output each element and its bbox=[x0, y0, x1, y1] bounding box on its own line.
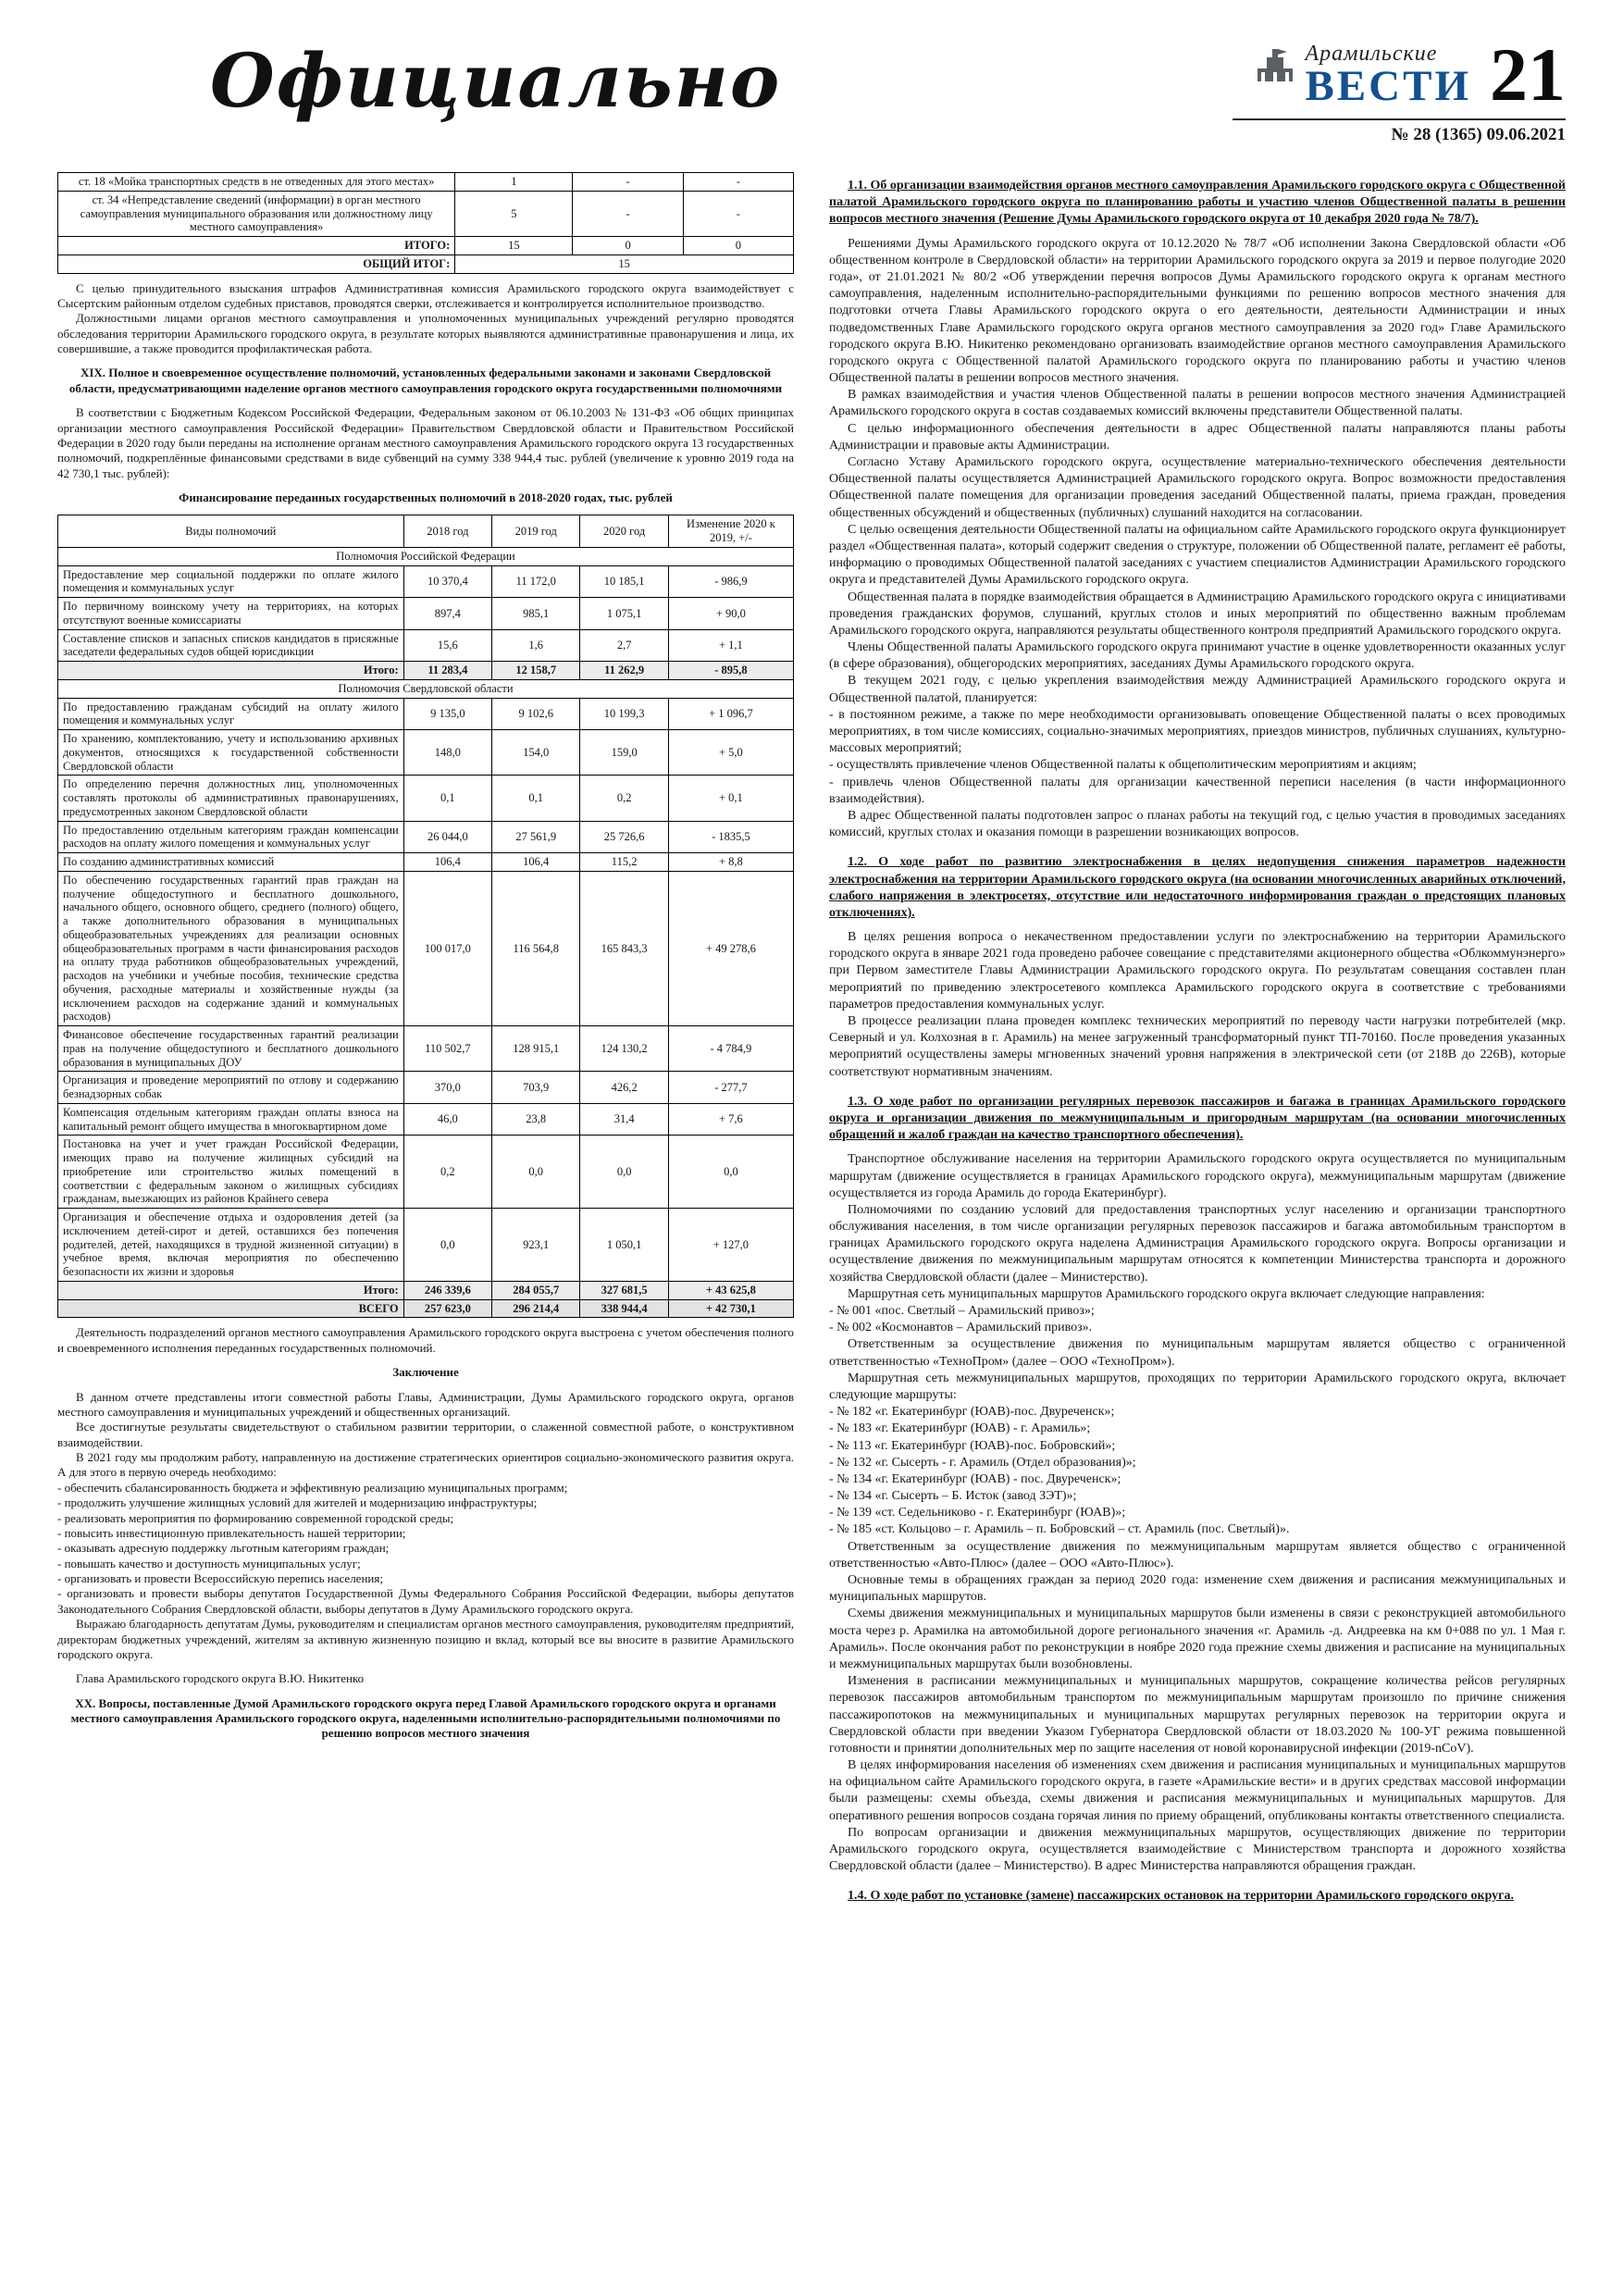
table-cell: 12 158,7 bbox=[492, 662, 580, 680]
paragraph: В адрес Общественной палаты подготовлен запрос о планах работы на текущий год, с целью участия в проводимых заседаниях комиссий, круглых столах и оказания помощи в разрешении возникающих вопросов. bbox=[829, 808, 1566, 840]
table-cell: - bbox=[683, 173, 793, 192]
left-column bbox=[57, 165, 794, 1913]
list-item: - № 139 «ст. Седельниково - г. Екатеринбург (ЮАВ)»; bbox=[829, 1506, 1126, 1520]
table-cell: - 986,9 bbox=[668, 565, 793, 598]
paragraph: Транспортное обслуживание населения на территории Арамильского городского округа осуществляется по муниципальным маршрутам (движение осуществляется в границах Арамильского городского округа), межмуниципальным маршрутам (движение осуществляется из города Арамиль до города Екатеринбург). bbox=[829, 1152, 1566, 1200]
table-cell: По определению перечня должностных лиц, уполномоченных составлять протоколы об административных правонарушениях, предусмотренных законом Свердловской области bbox=[58, 776, 404, 821]
table-cell: 0,1 bbox=[403, 776, 491, 821]
table-cell: + 1,1 bbox=[668, 629, 793, 662]
table-cell: + 7,6 bbox=[668, 1103, 793, 1136]
table-cell: 15 bbox=[455, 237, 573, 255]
table-cell: + 8,8 bbox=[668, 853, 793, 872]
table-cell: Итого: bbox=[58, 1281, 404, 1299]
paragraph: Ответственным за осуществление движения по межмуниципальным маршрутам является общество с ограниченной ответственностью «Авто-Плюс» (далее – ООО «Авто-Плюс»). bbox=[829, 1539, 1566, 1570]
table-row bbox=[58, 871, 794, 1025]
paragraph: Схемы движения межмуниципальных и муниципальных маршрутов были изменены в связи с реконструкцией автомобильного моста через р. Арамилка на автомобильной дороге регионального значения «г. Арамиль -д. Андреевка на км 0+088 по ул. 1 Мая г. Арамиль». После окончания работ по реконструкции в ноябре 2020 года прежние схемы движения и расписание на муниципальных и межмуниципальных маршрутах были возобновлены. bbox=[829, 1607, 1566, 1671]
table-cell: 0 bbox=[683, 237, 793, 255]
table-cell: ВСЕГО bbox=[58, 1299, 404, 1318]
column-header: Виды полномочий bbox=[58, 515, 404, 548]
question-heading: 1.2. О ходе работ по развитию электроснабжения в целях недопущения снижения параметров надежности электроснабжения на территории Арамильского городского округа (на основании многочисленных аварийных отключений, слабого напряжения в электросетях, отсутствие или недостаточного информирования граждан о предстоящих плановых отключениях). bbox=[829, 855, 1566, 920]
list-item: - № 183 «г. Екатеринбург (ЮАВ) - г. Арамиль»; bbox=[829, 1421, 1091, 1436]
table-cell: - 895,8 bbox=[668, 662, 793, 680]
paragraph: В целях информирования населения об изменениях схем движения и расписания муниципальных и муниципальных маршрутов на официальном сайте Арамильского городского округа, в газете «Арамильские вести» и в других средствах массовой информации были размещены: схемы объезда, схемы движения и расписания межмуниципальных и муниципальных маршрутов. Для оперативного решения вопросов создана горячая линия по приему обращений, опубликованы контакты ответственного специалиста. bbox=[829, 1758, 1566, 1823]
brand-name-top: Арамильские bbox=[1305, 42, 1438, 66]
list-item: - реализовать мероприятия по формированию современной городской среды; bbox=[57, 1510, 454, 1525]
table-cell: ст. 18 «Мойка транспортных средств в не отведенных для этого местах» bbox=[58, 173, 455, 192]
table-cell: Полномочия Российской Федерации bbox=[58, 547, 794, 565]
column-header: 2019 год bbox=[492, 515, 580, 548]
list-item: - № 134 «г. Екатеринбург (ЮАВ) - пос. Двуреченск»; bbox=[829, 1471, 1121, 1486]
table-cell: + 43 625,8 bbox=[668, 1281, 793, 1299]
table-cell: ОБЩИЙ ИТОГ: bbox=[58, 254, 455, 273]
table-cell: 338 944,4 bbox=[580, 1299, 668, 1318]
table-cell: 257 623,0 bbox=[403, 1299, 491, 1318]
page-section-title: Официально bbox=[210, 37, 782, 124]
paragraph: С целью освещения деятельности Общественной палаты на официальном сайте Арамильского городского округа функционирует раздел «Общественная палата», который содержит сведения о структуре, положении об Общественной палате, регламент её работы, информацию о проводимых Общественной палатой заседаниях с участием специалистов Администрации Арамильского городского округа и представителей Думы Арамильского городского округа. bbox=[829, 522, 1566, 588]
table-cell: По предоставлению отдельным категориям граждан компенсации расходов на оплату жилого помещения и коммунальных услуг bbox=[58, 821, 404, 853]
paragraph: Ответственным за осуществление движения по муниципальным маршрутам является общество с ограниченной ответственностью «ТехноПром» (далее – ООО «ТехноПром»). bbox=[829, 1337, 1566, 1369]
table-cell: 370,0 bbox=[403, 1072, 491, 1104]
table-cell: Постановка на учет и учет граждан Российской Федерации, имеющих право на получение жилищных субсидий на приобретение или строительство жилых помещений в соответствии с федеральным законом о жилищных субсидиях гражданам, выезжающих из районов Крайнего севера bbox=[58, 1136, 404, 1209]
table-cell: Компенсация отдельным категориям граждан оплаты взноса на капитальный ремонт общего имущества в многоквартирном доме bbox=[58, 1103, 404, 1136]
table-cell: Полномочия Свердловской области bbox=[58, 679, 794, 698]
table-cell: 148,0 bbox=[403, 730, 491, 776]
paragraph: Должностными лицами органов местного самоуправления и уполномоченных муниципальных учреждений регулярно проводятся обследования территории Арамильского городского округа, в результате которых выявляются административные правонарушения и лица, их совершившие, а также проводится профилактическая работа. bbox=[57, 311, 794, 355]
list-item: - осуществлять привлечение членов Общественной палаты к общеполитическим мероприятиям и акциям; bbox=[829, 758, 1417, 773]
table-cell: 246 339,6 bbox=[403, 1281, 491, 1299]
issue-date: № 28 (1365) 09.06.2021 bbox=[1233, 118, 1566, 145]
table-cell: + 1 096,7 bbox=[668, 698, 793, 730]
table-cell: + 42 730,1 bbox=[668, 1299, 793, 1318]
table-cell: Предоставление мер социальной поддержки по оплате жилого помещения и коммунальных услуг bbox=[58, 565, 404, 598]
table-row bbox=[58, 173, 794, 192]
paragraph: Маршрутная сеть межмуниципальных маршрутов, проходящих по территории Арамильского городского округа, включает следующие маршруты: bbox=[829, 1371, 1566, 1402]
masthead bbox=[57, 32, 1566, 150]
table-cell: + 127,0 bbox=[668, 1209, 793, 1282]
table-cell: 0,2 bbox=[580, 776, 668, 821]
table-cell: 11 283,4 bbox=[403, 662, 491, 680]
paragraph: Изменения в расписании межмуниципальных и муниципальных маршрутов, сокращение количества рейсов регулярных перевозок пассажиров автомобильным транспортом по межмуниципальным маршрутам произошло по причине снижения пассажиропотоков на межмуниципальных и муниципальных маршрутах регулярных перевозок на территории округа и Свердловской области при введении Указом Губернатора Свердловской области от 18.03.2020 № 100-УГ режима повышенной готовности и принятии дополнительных мер по защите населения от новой коронавирусной инфекции (2019-nCoV). bbox=[829, 1674, 1566, 1756]
table-cell: 15 bbox=[455, 254, 794, 273]
table-cell: 124 130,2 bbox=[580, 1026, 668, 1072]
table-cell: 116 564,8 bbox=[492, 871, 580, 1025]
table-cell: 115,2 bbox=[580, 853, 668, 872]
table-row bbox=[58, 679, 794, 698]
table-cell: 165 843,3 bbox=[580, 871, 668, 1025]
table-cell: - bbox=[573, 173, 683, 192]
question-heading: 1.1. Об организации взаимодействия органов местного самоуправления Арамильского городского округа с Общественной палатой Арамильского городского округа по планированию работы и участию членов Общественной палаты в решении вопросов местного значения (Решение Думы Арамильского городского округа от 10 декабря 2020 года № 78/7). bbox=[829, 179, 1566, 227]
paragraph: В данном отчете представлены итоги совместной работы Главы, Администрации, Думы Арамильского городского округа, органов местного самоуправления и муниципальных учреждений и общественных организаций. bbox=[57, 1389, 794, 1419]
table-cell: - bbox=[683, 191, 793, 236]
table-cell: + 90,0 bbox=[668, 598, 793, 630]
table-cell: 897,4 bbox=[403, 598, 491, 630]
table-cell: По предоставлению гражданам субсидий на оплату жилого помещения и коммунальных услуг bbox=[58, 698, 404, 730]
list-item: - повышать качество и доступность муниципальных услуг; bbox=[57, 1556, 361, 1570]
list-item: - организовать и провести выборы депутатов Государственной Думы Федерального Собрания Российской Федерации, выборы депутатов Законодательного Собрания Свердловской области, выборы депутатов в Думу Арамильского городского округа. bbox=[57, 1586, 794, 1616]
table-cell: Финансовое обеспечение государственных гарантий реализации прав на получение общедоступного и бесплатного дошкольного образования в муниципальных ДОУ bbox=[58, 1026, 404, 1072]
table-cell: 26 044,0 bbox=[403, 821, 491, 853]
table-cell: 985,1 bbox=[492, 598, 580, 630]
table-cell: + 49 278,6 bbox=[668, 871, 793, 1025]
page-number: 21 bbox=[1490, 32, 1566, 117]
table-cell: + 5,0 bbox=[668, 730, 793, 776]
table-header-row bbox=[58, 515, 794, 548]
table-cell: 1 075,1 bbox=[580, 598, 668, 630]
table-cell: 27 561,9 bbox=[492, 821, 580, 853]
table-cell: - 1835,5 bbox=[668, 821, 793, 853]
table-row bbox=[58, 698, 794, 730]
table-cell: 703,9 bbox=[492, 1072, 580, 1104]
table-cell: 9 102,6 bbox=[492, 698, 580, 730]
paragraph: По вопросам организации и движения межмуниципальных маршрутов, осуществляющих движение по территории Арамильского городского округа, осуществляется взаимодействие с Министерством транспорта и дорожного хозяйства Свердловской области (далее – Министерство). В адрес Министерства направляются обращения граждан. bbox=[829, 1825, 1566, 1874]
section-heading: Заключение bbox=[392, 1365, 459, 1380]
table-row bbox=[58, 1072, 794, 1104]
table-cell: - bbox=[573, 191, 683, 236]
table-cell: 106,4 bbox=[492, 853, 580, 872]
table-cell: 10 185,1 bbox=[580, 565, 668, 598]
table-cell: По первичному воинскому учету на территориях, на которых отсутствуют военные комиссариаты bbox=[58, 598, 404, 630]
table-cell: 10 370,4 bbox=[403, 565, 491, 598]
table-row bbox=[58, 730, 794, 776]
table-cell: 159,0 bbox=[580, 730, 668, 776]
table-row bbox=[58, 547, 794, 565]
table-cell: 1 bbox=[455, 173, 573, 192]
table-cell: 2,7 bbox=[580, 629, 668, 662]
table-row bbox=[58, 598, 794, 630]
paragraph: Все достигнутые результаты свидетельствуют о стабильном развитии территории, о слаженной совместной работе, о конструктивном взаимодействии. bbox=[57, 1420, 794, 1449]
paragraph: Основные темы в обращениях граждан за период 2020 года: изменение схем движения и расписания межмуниципальных и муниципальных маршрутов. bbox=[829, 1573, 1566, 1605]
table-cell: ИТОГО: bbox=[58, 237, 455, 255]
table-row bbox=[58, 237, 794, 255]
brand-name-bottom: ВЕСТИ bbox=[1305, 62, 1471, 110]
table-cell: - 4 784,9 bbox=[668, 1026, 793, 1072]
section-heading: XX. Вопросы, поставленные Думой Арамильского городского округа перед Главой Арамильского городского округа и органами местного самоуправления Арамильского городского округа, наделенными исполнительно-распорядительными полномочиями по решению вопросов местного значения bbox=[70, 1695, 781, 1741]
violations-summary-table bbox=[57, 172, 794, 274]
table-cell: 15,6 bbox=[403, 629, 491, 662]
list-item: - № 132 «г. Сысерть - г. Арамиль (Отдел образования)»; bbox=[829, 1455, 1136, 1470]
list-item: - № 182 «г. Екатеринбург (ЮАВ)-пос. Двуреченск»; bbox=[829, 1405, 1115, 1420]
table-cell: 426,2 bbox=[580, 1072, 668, 1104]
paragraph: Деятельность подразделений органов местного самоуправления Арамильского городского округа выстроена с учетом обеспечения полного и своевременного исполнения переданных государственных полномочий. bbox=[57, 1325, 794, 1355]
table-cell: Организация и проведение мероприятий по отлову и содержанию безнадзорных собак bbox=[58, 1072, 404, 1104]
paragraph: С целью принудительного взыскания штрафов Административная комиссия Арамильского городского округа взаимодействует с Сысертским районным отделом судебных приставов, проводятся сверки, отслеживается и контролируется исполнительное производство. bbox=[57, 280, 794, 310]
list-item: - организовать и провести Всероссийскую перепись населения; bbox=[57, 1571, 383, 1585]
list-item: - в постоянном режиме, а также по мере необходимости организовывать оповещение Общественной палаты о всех проводимых мероприятиях, в том числе комиссиях, социально-значимых мероприятиях, приездов министров, публичных слушаниях, культурно-массовых мероприятий; bbox=[829, 707, 1566, 756]
paragraph: В 2021 году мы продолжим работу, направленную на достижение стратегических ориентиров социально-экономического развития округа. А для этого в первую очередь необходимо: bbox=[57, 1450, 794, 1480]
table-cell: 11 172,0 bbox=[492, 565, 580, 598]
table-cell: 10 199,3 bbox=[580, 698, 668, 730]
question-heading: 1.3. О ходе работ по организации регулярных перевозок пассажиров и багажа в границах Арамильского городского округа и организации движения по межмуниципальным и пригородным маршрутам (на основании многочисленных обращений и жалоб граждан на качество транспортного обеспечения). bbox=[829, 1094, 1566, 1143]
table-cell: - 277,7 bbox=[668, 1072, 793, 1104]
list-item: - № 113 «г. Екатеринбург (ЮАВ)-пос. Бобровский»; bbox=[829, 1438, 1116, 1453]
table-cell: 0,2 bbox=[403, 1136, 491, 1209]
list-item: - № 002 «Космонавтов – Арамильский привоз». bbox=[829, 1321, 1093, 1335]
paragraph: Выражаю благодарность депутатам Думы, руководителям и специалистам органов местного самоуправления, руководителям предприятий, директорам бюджетных учреждений, жителям за активную жизненную позицию и вклад, который все вы вносите в развитие Арамильского городского округа. bbox=[57, 1617, 794, 1661]
table-cell: 128 915,1 bbox=[492, 1026, 580, 1072]
table-cell: 0 bbox=[573, 237, 683, 255]
column-header: 2018 год bbox=[403, 515, 491, 548]
table-row bbox=[58, 191, 794, 236]
table-cell: По хранению, комплектованию, учету и использованию архивных документов, относящихся к государственной собственности Свердловской области bbox=[58, 730, 404, 776]
table-cell: 5 bbox=[455, 191, 573, 236]
list-item: - № 185 «ст. Кольцово – г. Арамиль – п. Бобровский – ст. Арамиль (пос. Светлый)». bbox=[829, 1522, 1290, 1537]
paragraph: В соответствии с Бюджетным Кодексом Российской Федерации, Федеральным законом от 06.10.2003 № 131-ФЗ «Об общих принципах организации местного самоуправления Российской Федерации» Правительством Свердловской области и Правительством Российской Федерации в 2020 году были переданы на исполнение органам местного самоуправления Арамильского городского округа 13 государственных полномочий, подкреплённые финансовыми средствами в виде субвенций на сумму 338 944,4 тыс. рублей (увеличение к уровню 2019 года на 42 730,1 тыс. рублей): bbox=[57, 405, 794, 480]
table-cell: По обеспечению государственных гарантий прав граждан на получение общедоступного и бесплатного дошкольного, начального общего, основного общего, среднего (полного) общего, а также дополнительного образования в муниципальных общеобразовательных учреждениях для реализации основных общеобразовательных программ в части финансирования расходов на оплату труда работников общеобразовательных учреждений, расходов на учебники и учебные пособия, технические средства обучения, расходные материалы и хозяйственные нужды (за исключением расходов на содержание зданий и коммунальных расходов) bbox=[58, 871, 404, 1025]
table-cell: По созданию административных комиссий bbox=[58, 853, 404, 872]
paragraph: Общественная палата в порядке взаимодействия обращается в Администрацию Арамильского городского округа с инициативами проведения гражданских форумов, слушаний, круглых столов и иных мероприятий по общественно важным проблемам Арамильского городского округа, направляются результаты общественного контроля предприятий Арамильского городского округа. bbox=[829, 590, 1566, 638]
section-heading: Финансирование переданных государственных полномочий в 2018-2020 годах, тыс. рублей bbox=[179, 490, 673, 504]
list-item: - № 134 «г. Сысерть – Б. Исток (завод ЗЭТ)»; bbox=[829, 1489, 1077, 1504]
paragraph: Маршрутная сеть муниципальных маршрутов Арамильского городского округа включает следующие направления: bbox=[848, 1286, 1485, 1301]
table-cell: Составление списков и запасных списков кандидатов в присяжные заседатели федеральных судов общей юрисдикции bbox=[58, 629, 404, 662]
table-cell: + 0,1 bbox=[668, 776, 793, 821]
table-cell: 0,1 bbox=[492, 776, 580, 821]
paragraph: Решениями Думы Арамильского городского округа от 10.12.2020 № 78/7 «Об исполнении Закона Свердловской области «Об общественном контроле в Свердловской области» на территории Арамильского городского округа за 2019 и первое полугодие 2020 года», от 21.01.2021 № 80/2 «Об утверждении перечня вопросов Думы Арамильского городского округа к органам местного самоуправления, наделенным исполнительно-распорядительными функциями по решению вопросов местного значения для подготовки отчета Главы Арамильского городского округа о его деятельности, деятельности Администрации и иных подведомственных Главе Арамильского городского округа органов местного самоуправления за 2020 год» Главе Арамильского городского округа В.Ю. Никитенко рекомендовано организовать взаимодействие органов местного самоуправления Арамильского городского округа с Общественной палатой Арамильского городского округа по планированию работы и участию членов Общественной палаты в решении вопросов местного значения. bbox=[829, 236, 1566, 386]
list-item: - привлечь членов Общественной палаты для организации качественной переписи населения (в части информационного взаимодействия). bbox=[829, 775, 1566, 806]
table-row bbox=[58, 1026, 794, 1072]
list-item: - обеспечить сбалансированность бюджета и эффективную реализацию муниципальных программ; bbox=[57, 1480, 568, 1495]
table-cell: 100 017,0 bbox=[403, 871, 491, 1025]
table-cell: 0,0 bbox=[492, 1136, 580, 1209]
table-row bbox=[58, 254, 794, 273]
paragraph: Члены Общественной палаты Арамильского городского округа принимают участие в оценке удовлетворенности оказанных услуг (в сфере образования), общегородских мероприятиях, заседаниях Думы Арамильского городского округа. bbox=[829, 640, 1566, 672]
paragraph: В текущем 2021 году, с целью укрепления взаимодействия между Администрацией Арамильского городского округа и Общественной палатой, планируется: bbox=[829, 674, 1566, 705]
newspaper-emblem-icon bbox=[1255, 46, 1295, 90]
paragraph: Согласно Уставу Арамильского городского округа, осуществление материально-технического обеспечения деятельности Общественной палаты осуществляется Администрацией Арамильского городского округа. Вопрос возможности предоставления Общественной палате помещения для организации проведения заседаний Общественной палаты, приема граждан, проведения общественных обсуждений и общественных (публичных) слушаний находится на согласовании. bbox=[829, 455, 1566, 520]
table-cell: 25 726,6 bbox=[580, 821, 668, 853]
table-cell: 0,0 bbox=[403, 1209, 491, 1282]
table-cell: 327 681,5 bbox=[580, 1281, 668, 1299]
paragraph: С целью информационного обеспечения деятельности в адрес Общественной палаты направляются планы работы Администрации и правовые акты Администрации. bbox=[829, 421, 1566, 453]
table-cell: 296 214,4 bbox=[492, 1299, 580, 1318]
table-cell: 1,6 bbox=[492, 629, 580, 662]
column-header: 2020 год bbox=[580, 515, 668, 548]
table-row bbox=[58, 776, 794, 821]
table-row bbox=[58, 629, 794, 662]
list-item: - продолжить улучшение жилищных условий для жителей и модернизацию инфраструктуры; bbox=[57, 1496, 538, 1510]
table-cell: 0,0 bbox=[668, 1136, 793, 1209]
table-row bbox=[58, 853, 794, 872]
paragraph: Полномочиями по созданию условий для предоставления транспортных услуг населению и организации транспортного обслуживания населения, в том числе организации регулярных перевозок пассажиров и багажа автомобильным транспортом в границах Арамильского городского округа наделена Администрация Арамильского городского округа. Вопросы организации и осуществление движения по межмуниципальным маршрутам относятся к компетенции Министерства транспорта и дорожного хозяйства Свердловской области (далее – Министерство). bbox=[829, 1202, 1566, 1285]
table-cell: 31,4 bbox=[580, 1103, 668, 1136]
table-cell: 9 135,0 bbox=[403, 698, 491, 730]
table-cell: 1 050,1 bbox=[580, 1209, 668, 1282]
question-heading: 1.4. О ходе работ по установке (замене) пассажирских остановок на территории Арамильского городского округа. bbox=[848, 1889, 1515, 1904]
table-row bbox=[58, 1299, 794, 1318]
content-columns bbox=[57, 165, 1566, 1913]
newspaper-brand bbox=[1233, 32, 1566, 145]
table-cell: 154,0 bbox=[492, 730, 580, 776]
table-cell: ст. 34 «Непредставление сведений (информации) в орган местного самоуправления муниципального образования или должностному лицу местного самоуправления» bbox=[58, 191, 455, 236]
list-item: - № 001 «пос. Светлый – Арамильский привоз»; bbox=[829, 1304, 1095, 1318]
table-cell: Итого: bbox=[58, 662, 404, 680]
column-header: Изменение 2020 к 2019, +/- bbox=[668, 515, 793, 548]
section-heading: XIX. Полное и своевременное осуществление полномочий, установленных федеральными законами и законами Свердловской области, предусматривающими наделение органов местного самоуправления городского округа государственными полномочиями bbox=[68, 366, 783, 395]
paragraph: В рамках взаимодействия и участия членов Общественной палаты в решении вопросов местного значения Администрацией Арамильского городского округа в состав создаваемых комиссий включены представители Общественной палаты. bbox=[829, 388, 1566, 419]
signature: Глава Арамильского городского округа В.Ю. Никитенко bbox=[76, 1671, 365, 1686]
table-cell: 106,4 bbox=[403, 853, 491, 872]
financing-table bbox=[57, 515, 794, 1318]
table-row bbox=[58, 1103, 794, 1136]
table-cell: 284 055,7 bbox=[492, 1281, 580, 1299]
table-cell: 46,0 bbox=[403, 1103, 491, 1136]
table-row bbox=[58, 1281, 794, 1299]
paragraph: В процессе реализации плана проведен комплекс технических мероприятий по переводу части нагрузки потребителей (мкр. Северный и ул. Колхозная в г. Арамиль) на менее загруженный трансформаторный пункт ТП-70160. После проведения указанных мероприятий осуществлены замеры мгновенных значений уровня напряжения в электрической сети (от 218В до 226В), которые соответствуют нормативным значениям. bbox=[829, 1014, 1566, 1079]
list-item: - оказывать адресную поддержку льготным категориям граждан; bbox=[57, 1541, 390, 1556]
table-row bbox=[58, 821, 794, 853]
table-cell: 23,8 bbox=[492, 1103, 580, 1136]
table-cell: 110 502,7 bbox=[403, 1026, 491, 1072]
table-row bbox=[58, 1136, 794, 1209]
list-item: - повысить инвестиционную привлекательность нашей территории; bbox=[57, 1525, 406, 1540]
table-row bbox=[58, 1209, 794, 1282]
table-cell: 0,0 bbox=[580, 1136, 668, 1209]
table-cell: 923,1 bbox=[492, 1209, 580, 1282]
paragraph: В целях решения вопроса о некачественном предоставлении услуги по электроснабжению на территории Арамильского городского округа в январе 2021 года проведено рабочее совещание с представителями акционерного общества «Облкоммунэнерго» при Первом заместителе Главы Администрации Арамильского городского округа. По результатам совещания составлен план мероприятий по приведению электросетевого комплекса Арамильского городского округа в соответствие с требованиями параметров предоставления коммунальных услуг. bbox=[829, 930, 1566, 1011]
table-row bbox=[58, 662, 794, 680]
right-column bbox=[829, 165, 1566, 1913]
table-row bbox=[58, 565, 794, 598]
table-cell: 11 262,9 bbox=[580, 662, 668, 680]
table-cell: Организация и обеспечение отдыха и оздоровления детей (за исключением детей-сирот и детей, оставшихся без попечения родителей, детей, находящихся в трудной жизненной ситуации) в учебное время, включая мероприятия по обеспечению безопасности их жизни и здоровья bbox=[58, 1209, 404, 1282]
